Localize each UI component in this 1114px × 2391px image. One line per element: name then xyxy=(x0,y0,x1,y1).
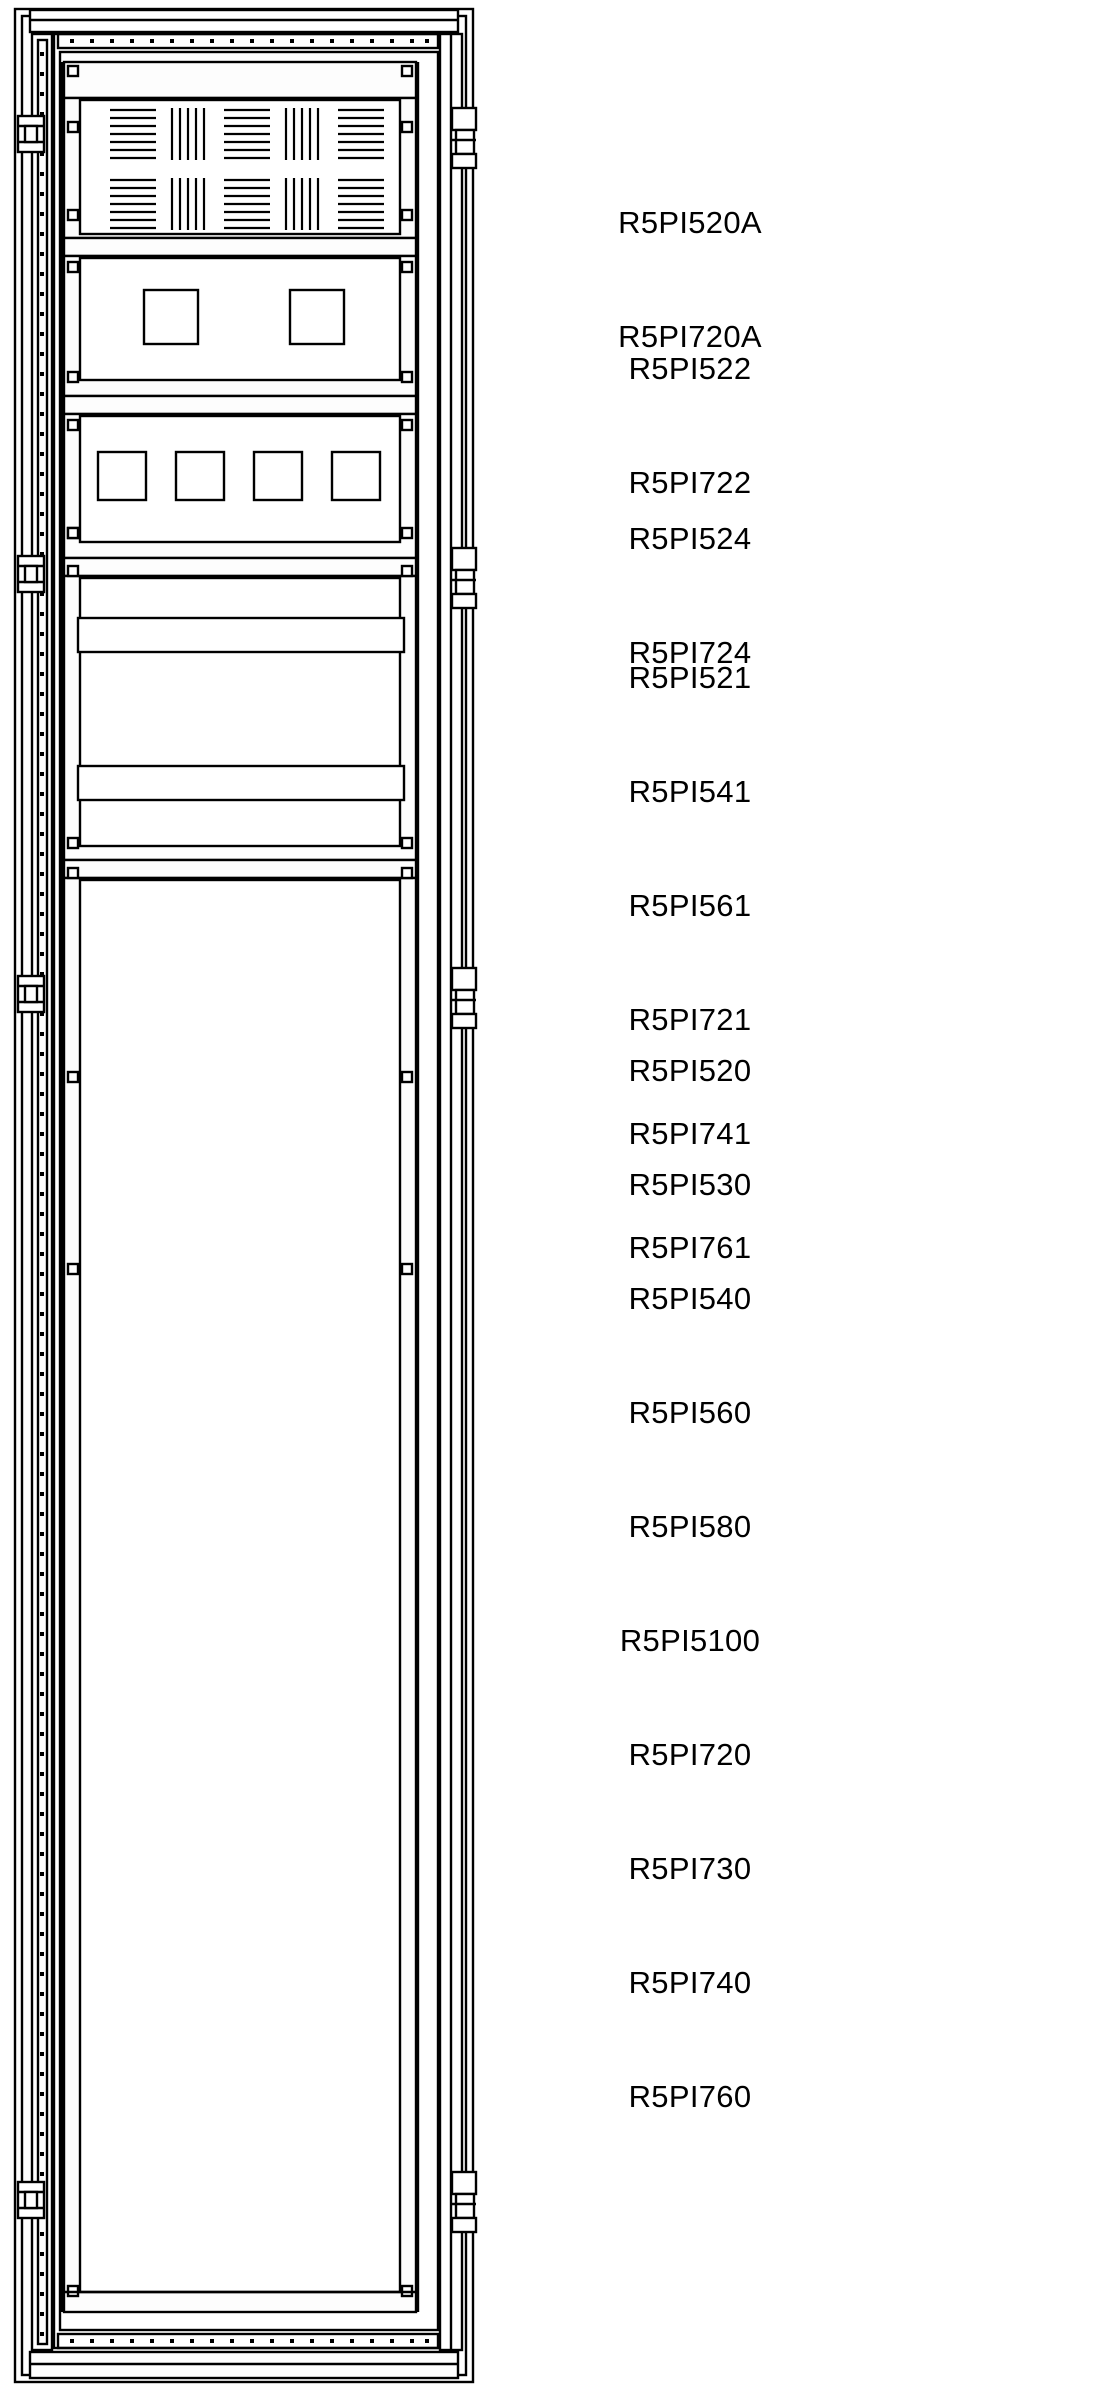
label-line: R5PI541 xyxy=(628,774,752,809)
cabinet-top-cap xyxy=(30,10,458,32)
module-two-window-panel xyxy=(64,238,416,396)
window-4-4 xyxy=(332,452,380,500)
top-perforated-strip xyxy=(58,34,438,48)
label-line: R5PI741 xyxy=(628,1116,752,1151)
vent-block-r1c5 xyxy=(338,110,384,158)
label-blank-panel xyxy=(540,976,840,2192)
hinge-left-upper xyxy=(18,116,44,152)
hinge-right-bottom xyxy=(452,2172,476,2232)
label-line: R5PI5100 xyxy=(619,1623,761,1658)
window-4-2 xyxy=(176,452,224,500)
label-line: R5PI724 xyxy=(628,635,752,670)
window-4-1 xyxy=(98,452,146,500)
window-2-2 xyxy=(290,290,344,344)
label-line: R5PI720A xyxy=(618,319,762,354)
left-rail-perforations xyxy=(40,52,44,2336)
label-line: R5PI520 xyxy=(628,1053,752,1088)
vent-block-r2c1 xyxy=(110,180,156,228)
vent-block-r2c5 xyxy=(338,180,384,228)
module-blank-panel xyxy=(64,860,416,2312)
module-four-window-panel xyxy=(64,396,416,558)
label-line: R5PI560 xyxy=(628,1395,752,1430)
label-line: R5PI722 xyxy=(628,465,752,500)
label-line: R5PI522 xyxy=(628,351,752,386)
window-2-1 xyxy=(144,290,198,344)
right-mounting-rail xyxy=(440,34,462,2350)
label-line: R5PI761 xyxy=(628,1230,752,1265)
module-slot-panel xyxy=(64,528,416,860)
vent-block-r2c3 xyxy=(224,180,270,228)
label-line: R5PI730 xyxy=(628,1851,752,1886)
label-line: R5PI530 xyxy=(628,1167,752,1202)
label-line: R5PI721 xyxy=(628,1002,752,1037)
label-line: R5PI520A xyxy=(618,205,762,240)
label-line: R5PI740 xyxy=(628,1965,752,2000)
window-4-3 xyxy=(254,452,302,500)
label-line: R5PI580 xyxy=(628,1509,752,1544)
vent-block-r1c1 xyxy=(110,110,156,158)
label-line: R5PI540 xyxy=(628,1281,752,1316)
slot-2 xyxy=(78,766,404,800)
vent-block-r1c3 xyxy=(224,110,270,158)
hinge-left-lower xyxy=(18,976,44,1012)
hinge-right-middle xyxy=(452,548,476,608)
slot-1 xyxy=(78,618,404,652)
cabinet-base xyxy=(30,2352,458,2378)
hinge-right-lower xyxy=(452,968,476,1028)
label-line: R5PI760 xyxy=(628,2079,752,2114)
bottom-perforated-strip xyxy=(58,2334,438,2348)
label-line: R5PI524 xyxy=(628,521,752,556)
hinge-left-bottom xyxy=(18,2182,44,2218)
hinge-right-upper xyxy=(452,108,476,168)
label-line: R5PI720 xyxy=(628,1737,752,1772)
hinge-left-middle xyxy=(18,556,44,592)
label-line: R5PI561 xyxy=(628,888,752,923)
label-line: R5PI521 xyxy=(628,660,752,695)
